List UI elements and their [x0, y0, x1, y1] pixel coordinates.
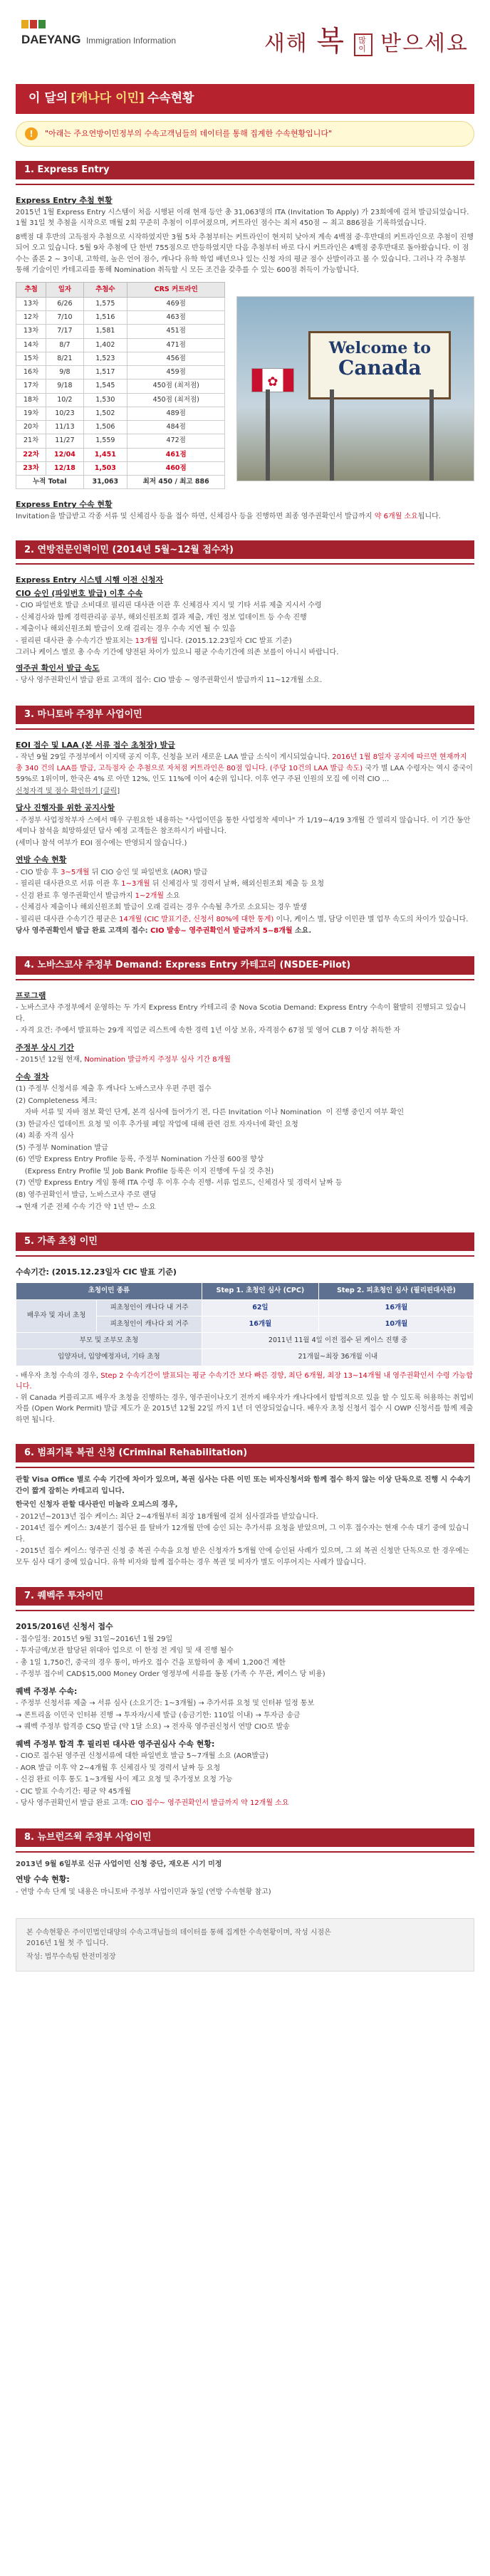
draw-cell: 12/04 — [46, 448, 83, 461]
table-row — [16, 325, 225, 338]
draw-th: 추첨 — [16, 282, 46, 297]
draw-cell: 10/23 — [46, 407, 83, 420]
table-row — [16, 1349, 474, 1366]
table-row — [16, 366, 225, 379]
s6-line-4: - 2014년 접수 케이스: 3/4분기 접수된 를 탈바가 12개월 만에 승인 되는 추가서류 요청을 받았으며, 그 이후 접수자는 현재 수속 대기 중에 있습니다. — [16, 1524, 469, 1544]
process-step: (8) 영주권확인서 발급, 노바스코샤 주로 랜딩 — [16, 1190, 157, 1199]
logo-mark — [21, 20, 176, 28]
s3-l1-rate: (주당 10건의 LAA 발급 속도) — [267, 764, 363, 773]
table-row — [16, 421, 225, 434]
section-7 — [16, 1611, 474, 1814]
family-sponsorship-table — [16, 1282, 474, 1366]
draw-cell: 1,402 — [83, 338, 127, 352]
draw-cell: 460점 — [127, 461, 225, 475]
s7-line-9: - AOR 발급 이후 약 2~4개월 후 신체검사 및 경력서 날짜 등 요청 — [16, 1764, 221, 1772]
fam-th: Step 2. 피초청인 심사 (필리핀대사관) — [319, 1283, 474, 1299]
draw-total-count: 31,063 — [83, 476, 127, 489]
draw-cell: 13차 — [16, 297, 46, 310]
section-5 — [16, 1257, 474, 1430]
welcome-to-canada-image — [236, 296, 474, 481]
logo-subtext: Immigration Information — [85, 36, 176, 46]
s4-line-3 — [16, 1054, 474, 1066]
notice-text: "아래는 주요연방이민정부의 수속고객님들의 데이터를 통해 집계한 수속현황입니다" — [45, 128, 333, 138]
s7-line-12 — [16, 1798, 474, 1809]
s8-line-1: 2013년 9월 6일부로 신규 사업이민 신청 중단, 재오픈 시기 미정 — [16, 1860, 222, 1868]
process-step: (1) 주정부 신청서류 제출 후 캐나다 노바스코샤 우편 주편 접수 — [16, 1085, 212, 1094]
draw-table — [16, 282, 225, 490]
table-row — [16, 1299, 474, 1316]
s1-paragraph-2: 8백점 대 후반의 고득점자 추첨으로 시작하였지만 3월 5차 추첨부터는 커트라인이 현저히 낮아져 계속 4백점 중·후반대의 커트라인으로 추첨이 진행되어 오고 있습니다. 5월 9차 추첨에 단 한번 755점으로 반등하였지만 다음 추첨부터 바로 다시 커트라인은 4백점 중후반대로 돌아왔습니다. 이 점수는 졸론 2 ~ 3이내, 고학력, 높은 언어 점수, 캐나다 유학 학업 배년으나 있는 신청 자의 평균 점수 산발이라고 볼 수 있습니다. 그러나 각 추첨부 통해 기술이민 카테고리를 통해 Nomination 취득할 시 모든 조건을 갖추를 수 있는 600점 취득이 가능합니다. — [16, 233, 474, 274]
s1-p3-highlight: 약 6개월 소요 — [374, 512, 418, 520]
draw-cell: 461점 — [127, 448, 225, 461]
s4-subtitle-1: 프로그램 — [16, 990, 46, 1000]
sign-pole-left — [330, 389, 334, 481]
s3-l10-end: 소요. — [292, 927, 312, 936]
s2-line-2: - 신체검사와 함께 경력관리공 공부, 해외신원조회 결과 제출, 개인 정보 업데이트 등 수속 진행 — [16, 613, 307, 622]
s7-l12-text: - 당사 영주권확인서 발급 완료 고객: — [16, 1799, 131, 1807]
logo-text: DAEYANG — [21, 33, 81, 46]
s7-line-7: → 퀘벡 주정부 합격증 CSQ 발급 (약 1달 소요) → 전자룩 영주권신청서 연방 CIO로 발송 — [16, 1723, 290, 1731]
s3-l5-end: 뒤 CIO 승인 및 파일번호 (AOR) 발급 — [89, 868, 208, 876]
s3-l9-highlight: 14개월 (CIC 발표기준, 신청서 80%에 대한 통계) — [119, 915, 274, 923]
section-8 — [16, 1853, 474, 1903]
fam-cell: 배우자 및 자녀 초청 — [16, 1299, 97, 1333]
table-row — [16, 311, 225, 325]
section-6-header: 6. 범죄기록 복권 신청 (Criminal Rehabilitation) — [16, 1444, 474, 1462]
s3-l5-highlight: 3~5개월 — [61, 868, 90, 876]
s2-l4-text: - 필리핀 대사관 총 수속기간 발표치는 — [16, 637, 135, 645]
s3-line-7 — [16, 891, 474, 902]
header — [0, 0, 490, 84]
draw-cell: 1,545 — [83, 379, 127, 393]
greeting-part-1: 새해 — [264, 31, 308, 56]
s6-line-1: 관할 Visa Office 별로 수속 기간에 차이가 있으며, 복권 심사는 다른 이민 또는 비자신청서와 함께 접수 하지 않는 이상 단독으로 진행 시 수속기간이 짧게 잡히는 카테고리 입니다. — [16, 1476, 471, 1495]
s2-line-6: - 당사 영주권확인서 발급 완료 고객의 접수: CIO 발송 ~ 영주권확인서 발급까지 11~12개월 소요. — [16, 676, 323, 685]
s1-subtitle-status: Express Entry 수속 현황 — [16, 500, 113, 510]
eligibility-link[interactable]: 신청자격 및 점수 확인하기 [클릭] — [16, 787, 120, 795]
section-8-header: 8. 뉴브런즈윅 주정부 사업이민 — [16, 1828, 474, 1847]
s3-l9-end: 이나, 케이스 별, 담당 이민관 별 업무 속도의 차이가 있습니다. — [273, 915, 469, 923]
draw-cell: 22차 — [16, 448, 46, 461]
s3-l6-highlight: 1~3개월 — [121, 880, 150, 889]
draw-cell: 23차 — [16, 461, 46, 475]
content — [16, 161, 474, 1902]
table-row — [16, 297, 225, 310]
fam-cell: 10개월 — [319, 1316, 474, 1332]
fam-cell: 입양자녀, 입양예정자녀, 기타 초청 — [16, 1349, 202, 1366]
draw-th: CRS 커트라인 — [127, 282, 225, 297]
section-1 — [16, 185, 474, 526]
s8-subtitle-1: 연방 수속 현황: — [16, 1875, 70, 1884]
draw-cell: 489점 — [127, 407, 225, 420]
draw-table-body — [16, 297, 225, 489]
draw-cell: 451점 — [127, 325, 225, 338]
s7-line-4: - 주정부 접수비 CAD$15,000 Money Order 영정부에 서류를 동봉 (가족 수 무관, 케이스 당 비용) — [16, 1670, 325, 1678]
section-2-header: 2. 연방전문인력이민 (2014년 5월~12월 접수자) — [16, 540, 474, 559]
draw-th: 추첨수 — [83, 282, 127, 297]
process-step: (7) 연방 Express Entry 게임 통해 ITA 수령 후 이후 수속 진행- 서류 업로드, 신체검사 및 경력서 날짜 등 — [16, 1179, 343, 1188]
s7-line-3: - 총 1일 1,750건, 중국의 경우 통이, 마카오 접수 건을 포함하여 총 제비 1,200건 제한 — [16, 1658, 286, 1667]
footer-line-1: 본 수속현황은 주이민법인대양의 수속고객님들의 데이터를 통해 집계한 수속현황이며, 작성 시점은 — [26, 1929, 331, 1937]
s8-line-2: - 연방 수속 단계 및 내용은 마니토바 주정부 사업이민과 동일 (연방 수속현황 참고) — [16, 1888, 271, 1896]
s2-line-4 — [16, 636, 474, 647]
section-3-header: 3. 마니토바 주정부 사업이민 — [16, 706, 474, 724]
s7-line-1: - 접수일정: 2015년 9월 31일~2016년 1월 29일 — [16, 1635, 173, 1643]
draw-cell: 456점 — [127, 352, 225, 365]
process-step: 자바 서류 및 자바 점보 확인 단계, 본격 심사에 들어가기 전, 다른 Invitation 이나 Nomination 이 진행 중인지 여부 확인 — [16, 1109, 404, 1117]
draw-cell: 12/18 — [46, 461, 83, 475]
s7-subtitle-3: 퀘벡 주정부 합격 후 필리핀 대사관 영주권심사 수속 현황: — [16, 1739, 215, 1749]
s4-subtitle-3: 수속 절차 — [16, 1072, 49, 1082]
s2-subtitle-1: Express Entry 시스템 시행 이전 신청자 — [16, 575, 164, 585]
s5-note1-text: - 배우자 초청 수속의 경우, — [16, 1371, 101, 1380]
draw-cell: 463점 — [127, 311, 225, 325]
s3-l6-text: - 필리핀 대사관으로 서류 이관 후 — [16, 880, 122, 889]
s4-subtitle-2: 주정부 상시 기간 — [16, 1042, 75, 1052]
maple-leaf-icon: ✿ — [267, 374, 278, 389]
s1-p3-end: 됩니다. — [417, 512, 441, 520]
draw-cell: 8/21 — [46, 352, 83, 365]
draw-cell: 7/10 — [46, 311, 83, 325]
sign-pole-right — [429, 389, 434, 481]
draw-cell: 11/13 — [46, 421, 83, 434]
s7-l12-highlight: CIO 접수~ 영주권확인서 발급까지 약 12개월 소요 — [130, 1799, 289, 1807]
fam-th: Step 1. 초청인 심사 (CPC) — [202, 1283, 318, 1299]
section-6 — [16, 1468, 474, 1573]
ee-row — [16, 282, 474, 490]
s3-l6-end: 뒤 신체검사 및 경력서 날짜, 해외신원조회 제출 등 요청 — [150, 880, 325, 889]
draw-cell: 1,530 — [83, 393, 127, 407]
draw-cell: 1,559 — [83, 434, 127, 448]
s2-subtitle-3: 영주권 확인서 발급 속도 — [16, 663, 100, 673]
title-prefix: 이 달의 — [28, 91, 68, 106]
draw-cell: 7/17 — [46, 325, 83, 338]
s7-subtitle-1: 2015/2016년 신청서 접수 — [16, 1622, 113, 1631]
draw-cell: 1,503 — [83, 461, 127, 475]
s2-line-1: - CIO 파일번호 발급 소비대로 필리핀 대사관 이관 후 신체검사 지시 및 기타 서류 제출 지시서 수령 — [16, 602, 322, 610]
table-row — [16, 1333, 474, 1349]
draw-total-label: 누적 Total — [16, 476, 84, 489]
draw-cell: 19차 — [16, 407, 46, 420]
table-row — [16, 338, 225, 352]
footer-line-3: 작성: 법무수속팀 한전미정장 — [26, 1953, 116, 1961]
s3-line-9 — [16, 914, 474, 926]
title-accent: [캐나다 이민] — [71, 91, 145, 106]
footer-line-2: 2016년 1월 첫 주 입니다. — [26, 1939, 109, 1947]
fam-cell: 부모 및 조부모 초청 — [16, 1333, 202, 1349]
s3-l7-text: - 신검 완료 후 영주권확인서 발급까지 — [16, 891, 135, 900]
draw-cell: 21차 — [16, 434, 46, 448]
greeting-part-3: 받으세요 — [380, 31, 469, 56]
draw-cell: 450점 (최저점) — [127, 379, 225, 393]
draw-cell: 459점 — [127, 366, 225, 379]
s3-line-6 — [16, 879, 474, 890]
s3-subtitle-3: 연방 수속 현황 — [16, 855, 67, 865]
page-title — [16, 84, 474, 114]
s3-line-4: (세미나 참석 여부가 EOI 점수에는 반영되지 않습니다.) — [16, 839, 187, 847]
fam-cell: 2011년 11월 4일 이전 접수 된 케이스 진행 중 — [202, 1333, 474, 1349]
s4-line-1: - 노바스코샤 주정부에서 운영하는 두 가지 Express Entry 카테고리 중 Nova Scotia Demand: Express Entry 수속이 활발히 진행되고 있습니다. — [16, 1004, 466, 1023]
exclamation-icon: ! — [25, 127, 38, 140]
s3-l1-highlight: 2016년 1월 8일자 공지에 따르면 현재까지 총 340 건의 LAA를 발급, 고득점자 순 추첨으로 자처점 커트라인은 80점 입니다. — [16, 753, 467, 773]
greeting-big-char: 복 — [316, 25, 345, 58]
s6-line-3: - 2012년~2013년 접수 케이스: 최단 2~4개월부터 최장 18개월에 걸쳐 심사결과를 받았습니다. — [16, 1512, 318, 1521]
s3-l5-text: - CIO 발송 후 — [16, 868, 61, 876]
s4-l3-text: - 2015년 12월 현재, — [16, 1056, 85, 1064]
s7-line-5: - 주정부 신청서류 제출 → 서류 심사 (소요기간: 1~3개월) → 추가서류 요청 및 인터뷰 일정 통보 — [16, 1700, 315, 1707]
s7-line-2: - 투자금액/보관 할당된 위대아 업으로 이 한정 전 게임 및 새 진행 될수 — [16, 1647, 234, 1655]
fam-th: 초청이민 종류 — [16, 1283, 202, 1299]
fam-cell: 피초청인이 캐나다 외 거주 — [97, 1316, 202, 1332]
draw-cell: 469점 — [127, 297, 225, 310]
draw-cell: 450점 (최저점) — [127, 393, 225, 407]
s2-l4-end: 입니다. (2015.12.23일자 CIC 발표 기준) — [157, 637, 292, 645]
draw-cell: 6/26 — [46, 297, 83, 310]
s6-line-5: - 2015년 접수 케이스: 영주권 신청 중 복권 수속을 요청 받은 신청자가 5개월 안에 승인된 사례가 있으며, 그 외 복권 신청만 단독으로 한 경우에는 모두 심사 대기 중에 있습니다. 유학 비자와 함께 접수하는 경우 복권 및 비자가 별도 이루어지는 사례가 많습니다. — [16, 1547, 469, 1566]
draw-cell: 1,502 — [83, 407, 127, 420]
s1-paragraph-1: 2015년 1월 Express Entry 시스템이 처음 시행된 이래 현재 등안 총 31,063명의 ITA (Invitation To Apply) 가 23회에에 걸쳐 발급되었습니다. 1월 31일 첫 추첨을 시작으로 매월 2회 꾸준히 추첨이 이루어졌으며, 커트라인 점수는 최저 450점 ~ 최고 886점을 기록하였습니다. — [16, 208, 469, 227]
draw-total-range: 최저 450 / 최고 886 — [127, 476, 225, 489]
s5-subtitle-1: 수속기간: (2015.12.23일자 CIC 발표 기준) — [16, 1267, 177, 1277]
section-5-header: 5. 가족 초청 이민 — [16, 1232, 474, 1251]
fam-cell: 피초청인이 캐나다 내 거주 — [97, 1299, 202, 1316]
s4-line-2: - 자격 요건: 주에서 발표하는 29개 직업군 리스트에 속한 경력 1년 이상 보유, 자격점수 67점 및 영어 CLB 7 이상 취득한 자 — [16, 1027, 401, 1035]
s3-l9-text: - 필리핀 대사관 수속기간 평균은 — [16, 915, 120, 923]
s3-l7-end: 소요 — [164, 891, 180, 900]
s1-subtitle-draw: Express Entry 추첨 현황 — [16, 196, 113, 205]
s7-line-11: - CIC 발표 수속기간: 평균 약 45개월 — [16, 1787, 131, 1796]
s3-line-5 — [16, 867, 474, 879]
section-3 — [16, 730, 474, 942]
section-2 — [16, 565, 474, 691]
s3-l1-end: 국가 별 LAA 수령자는 역시 중국이 59%로 1위이며, 한국은 4% 로 아만 12%, 인도 11%에 이어 4순위 입니다. 이후 연구 주된 인원의 모집 에 이력 CIO ... — [16, 764, 473, 784]
section-4 — [16, 980, 474, 1218]
draw-th: 일자 — [46, 282, 83, 297]
draw-cell: 1,581 — [83, 325, 127, 338]
s3-line-8: - 신체검사 제출이나 해외신원조회 발급이 오래 걸리는 경우 수속될 추가로 소요되는 경우 발생 — [16, 904, 307, 912]
draw-cell: 14차 — [16, 338, 46, 352]
process-step: (3) 한글자신 업데이트 요청 및 이후 추가필 폐일 작업에 대해 관련 검토 자자너에 확인 요청 — [16, 1120, 298, 1129]
flag-pole — [266, 389, 270, 481]
s3-l7-highlight: 1~2개월 — [135, 891, 165, 900]
draw-cell: 1,517 — [83, 366, 127, 379]
s2-line-5: 그러나 케이스 별로 총 수속 기간에 양전된 차이가 있으니 평균 수속기간에 의존 보를이 아니시 바랍니다. — [16, 649, 339, 657]
draw-cell: 471점 — [127, 338, 225, 352]
section-1-header: 1. Express Entry — [16, 161, 474, 179]
s1-paragraph-3 — [16, 511, 474, 523]
fam-cell: 21개월~최장 36개월 이내 — [202, 1349, 474, 1366]
s3-line-3: - 주정부 사업정착부자 스에서 매우 구원요한 내용하는 "사업이민을 통한 사업정착 세미나" 가 1/19~4/19 3개월 간 열리지 않습니다. 이 기간 동안 세미나 참석을 희망하셨던 답사 예정 고객들은 참조하시기 바랍니다. — [16, 816, 471, 836]
draw-cell: 17차 — [16, 379, 46, 393]
table-row — [16, 393, 225, 407]
table-row — [16, 434, 225, 448]
welcome-line-2: Canada — [338, 355, 422, 379]
title-suffix: 수속현황 — [147, 91, 194, 106]
draw-cell: 16차 — [16, 366, 46, 379]
notice-banner — [16, 121, 474, 147]
s7-line-10: - 신검 완료 이후 통도 1~3개월 사이 제고 요청 및 추가정보 요청 가능 — [16, 1776, 233, 1784]
draw-cell: 472점 — [127, 434, 225, 448]
draw-cell: 1,575 — [83, 297, 127, 310]
footer-note — [16, 1918, 474, 1972]
draw-cell: 1,523 — [83, 352, 127, 365]
table-row — [16, 407, 225, 420]
s5-note-1 — [16, 1371, 474, 1393]
s3-line-10 — [16, 926, 474, 937]
draw-cell: 15차 — [16, 352, 46, 365]
draw-cell: 11/27 — [46, 434, 83, 448]
draw-cell: 13차 — [16, 325, 46, 338]
draw-cell: 9/18 — [46, 379, 83, 393]
draw-cell: 484점 — [127, 421, 225, 434]
s2-l4-highlight: 13개월 — [135, 637, 158, 645]
table-row — [16, 448, 225, 461]
draw-cell: 20차 — [16, 421, 46, 434]
process-step: (6) 연방 Express Entry Profile 등록, 주정부 Nomination 가산점 600점 향상 — [16, 1156, 264, 1164]
draw-cell: 1,451 — [83, 448, 127, 461]
process-step: (4) 최종 자격 심사 — [16, 1132, 74, 1141]
s3-subtitle-1: EOI 접수 및 LAA (본 서류 접수 초청장) 발급 — [16, 740, 175, 750]
process-steps — [16, 1084, 474, 1200]
s3-line-1 — [16, 752, 474, 785]
fam-cell: 62일 — [202, 1299, 318, 1316]
table-row — [16, 461, 225, 475]
table-total-row — [16, 476, 225, 489]
s7-line-6: → 콘트리올 이민국 인터뷰 진행 → 투자자/시세 발급 (송금기한: 110일 이내) → 투자금 송금 — [16, 1711, 301, 1719]
s7-subtitle-2: 퀘벡 주정부 수속: — [16, 1686, 78, 1696]
s4-line-4: → 현재 기준 전체 수속 기간 약 1년 반~ 소요 — [16, 1203, 156, 1212]
s6-line-2: 한국인 신청자 관할 대사관인 미놀라 오피스의 경우, — [16, 1501, 178, 1509]
section-7-header: 7. 퀘벡주 투자이민 — [16, 1587, 474, 1606]
s1-p3-text: Invitation을 발급받고 각종 서류 및 신체검사 등을 접수 하면, 신체검사 등을 진행하면 최종 영주권확인서 발급까지 — [16, 512, 375, 520]
s2-line-3: - 제출이나 해외신원조회 발급이 오래 걸리는 경우 수속 지연 될 수 있음 — [16, 625, 236, 634]
draw-cell: 8/7 — [46, 338, 83, 352]
draw-cell: 1,516 — [83, 311, 127, 325]
s5-note1-highlight: Step 2 수속기간이 발표되는 평균 수속기간 보다 빠른 경향, 최단 6개월, 최장 13~14개월 내 영주권확인서 수령 가능합니다. — [16, 1371, 473, 1391]
process-step: (Express Entry Profile 및 Job Bank Profile 등록은 이지 진행에 두실 것 추천) — [16, 1167, 274, 1176]
fam-cell: 16개월 — [319, 1299, 474, 1316]
s3-l10-highlight: CIO 발송~ 영주권확인서 발급까지 5~8개월 — [150, 927, 293, 936]
s4-l3-highlight: Nomination 발급까지 주정부 심사 기간 8개월 — [84, 1056, 231, 1064]
logo[interactable] — [21, 20, 176, 49]
draw-cell: 1,506 — [83, 421, 127, 434]
s5-note-2: - 위 Canada 커플리고프 배우자 초청을 진행하는 경우, 영주권이나오기 전까지 배우자가 캐나다에서 합법적으로 있을 할 수 있도록 허용하는 취업비자를 (Open Work Permit) 발급 제도가 운 2015년 12월 22일 까지 1년 더 연장되었습니다. 배우자 초청 신청서 접수 시 OWP 신청서를 함께 제출하면 됩니다. — [16, 1393, 474, 1424]
s7-line-8: - CIO로 접수된 영주권 신청서류에 대한 파일번호 발급 5~7개월 소요 (AOR발급) — [16, 1752, 269, 1760]
draw-cell: 12차 — [16, 311, 46, 325]
table-row — [16, 352, 225, 365]
section-4-header: 4. 노바스코샤 주정부 Demand: Express Entry 카테고리 (NSDEE-Pilot) — [16, 956, 474, 975]
draw-cell: 18차 — [16, 393, 46, 407]
process-step: (5) 주정부 Nomination 발급 — [16, 1143, 108, 1152]
s3-l1-text: - 작년 9월 29일 주정부에서 이지택 공지 이후, 신청을 보러 새로운 LAA 발급 소식이 게시되었습니다. — [16, 753, 333, 762]
draw-cell: 9/8 — [46, 366, 83, 379]
process-step: (2) Completeness 체크: — [16, 1096, 98, 1105]
table-row — [16, 379, 225, 393]
s2-subtitle-2: CIO 승인 (파일번호 발급) 이후 수속 — [16, 588, 143, 598]
welcome-line-1: Welcome to — [328, 338, 431, 357]
s3-l10-text: 당사 영주권확인서 발급 완료 고객의 접수: — [16, 927, 151, 936]
draw-cell: 10/2 — [46, 393, 83, 407]
greeting-seal: 많이 — [354, 33, 372, 56]
s3-subtitle-2: 답사 진행자를 위한 공지사항 — [16, 803, 115, 813]
new-year-greeting — [264, 24, 469, 58]
fam-cell: 16개월 — [202, 1316, 318, 1332]
